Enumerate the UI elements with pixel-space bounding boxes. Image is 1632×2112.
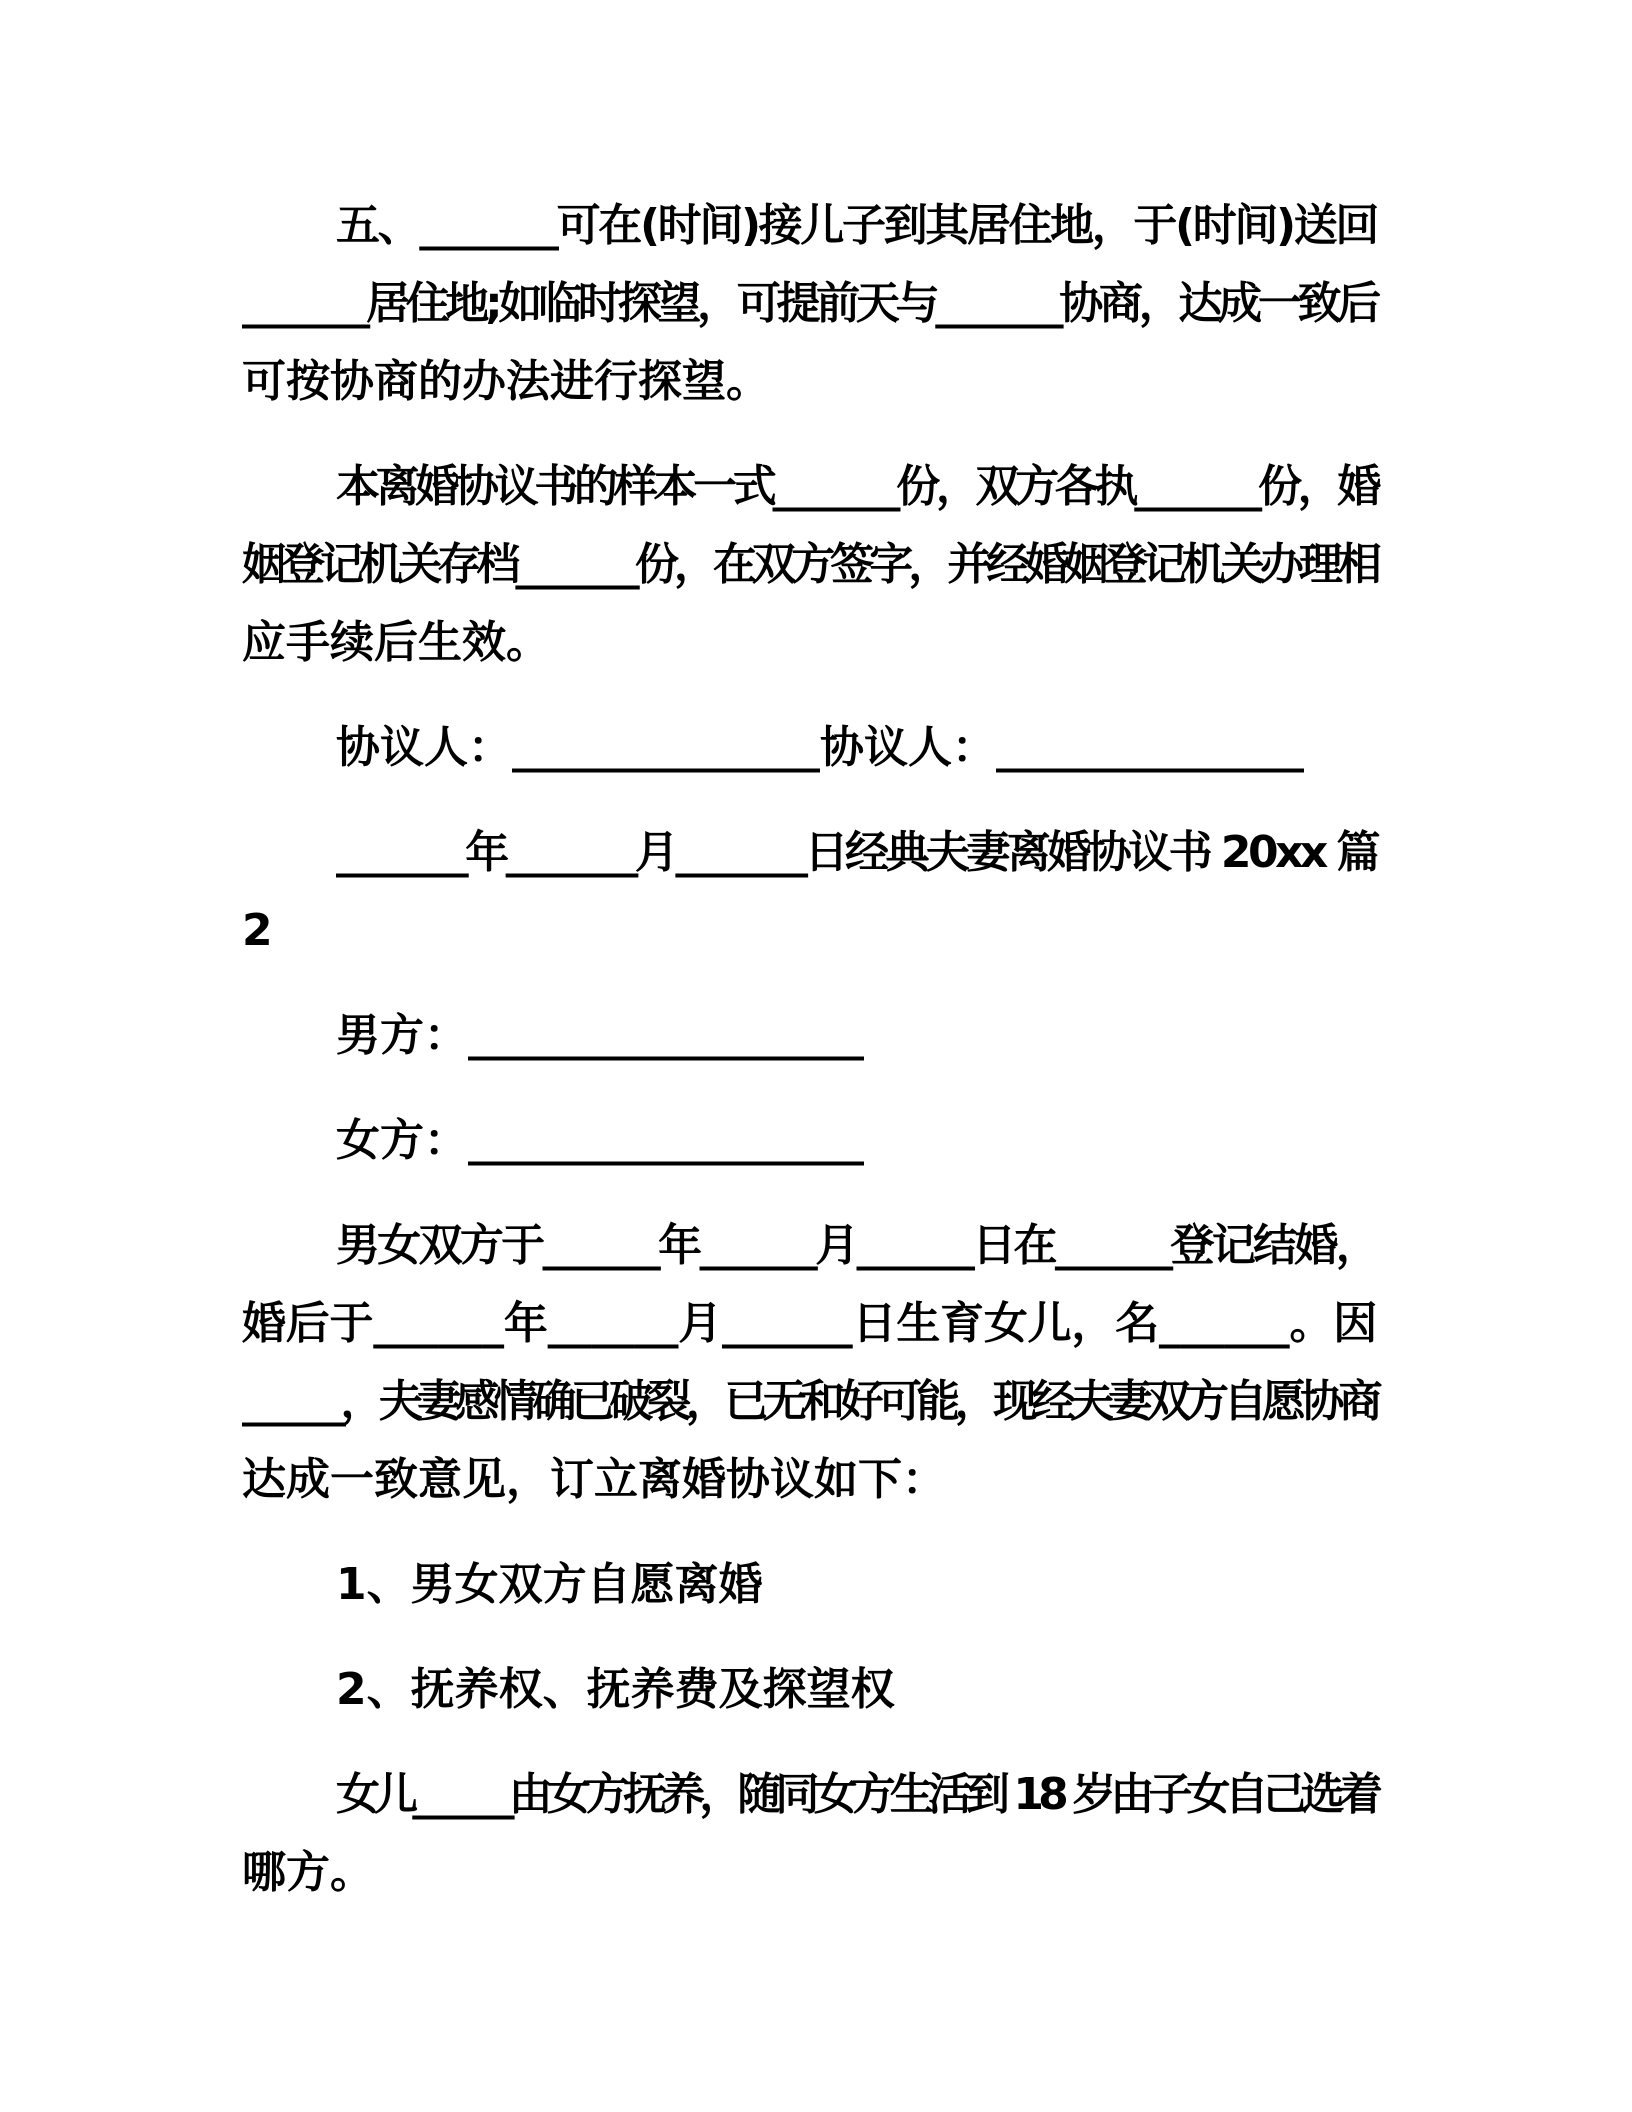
document-line [242,1756,1377,1834]
paragraph-wife-line [242,1102,1377,1180]
document-line [242,1207,1377,1285]
document-line-text: _______年_______月_______日经典夫妻离婚协议书 20xx 篇 [336,827,1377,878]
document-line-text: 1、男女双方自愿离婚 [336,1559,763,1610]
document-line [242,709,1377,787]
document-line [242,343,1377,421]
document-line-text: 本离婚协议书的样本一式_______份，双方各执_______份，婚 [336,461,1377,512]
document-line [242,1363,1377,1441]
document-line [242,604,1377,682]
document-line [242,187,1377,265]
document-line-text: 男女双方于______年______月______日在______登记结婚， [336,1220,1377,1271]
document-line [242,997,1377,1075]
document-line [242,265,1377,343]
paragraph-copies-and-effect-clause [242,448,1377,682]
document-line-text: 哪方。 [242,1847,374,1898]
document-line [242,526,1377,604]
document-line-text: 协议人：______________协议人：______________ [336,722,1304,773]
document-line-text: 2 [242,905,273,956]
document-line-text: ______，夫妻感情确已破裂，已无和好可能，现经夫妻双方自愿协商 [242,1376,1377,1427]
document-line-text: 可按协商的办法进行探望。 [242,356,770,407]
paragraph-date-line-and-part2-title [242,814,1377,970]
document-line [242,1834,1377,1912]
paragraph-clause-five-visitation [242,187,1377,421]
document-line-text: 五、_______可在(时间)接儿子到其居住地，于(时间)送回 [336,200,1377,251]
document-line-text: 男方：__________________ [336,1010,864,1061]
document-line [242,1285,1377,1363]
document-line [242,1651,1377,1729]
paragraph-item-2-custody-rights [242,1651,1377,1729]
paragraph-marriage-intro-paragraph [242,1207,1377,1519]
document-line-text: 女方：__________________ [336,1115,864,1166]
document-line-text: 2、抚养权、抚养费及探望权 [336,1664,895,1715]
document-line-text: 应手续后生效。 [242,617,550,668]
document-line [242,1102,1377,1180]
document-line [242,892,1377,970]
document-line-text: _______居住地;如临时探望，可提前天与_______协商，达成一致后 [242,278,1377,329]
document-line-text: 达成一致意见，订立离婚协议如下： [242,1454,946,1505]
paragraph-item-1-voluntary-divorce [242,1546,1377,1624]
paragraph-signatories-line [242,709,1377,787]
document-line [242,814,1377,892]
paragraph-daughter-custody-paragraph [242,1756,1377,1912]
document-line [242,448,1377,526]
document-line-text: 婚后于______年______月______日生育女儿，名______。因 [242,1298,1377,1349]
document-line-text: 女儿______由女方抚养，随同女方生活到 18 岁由子女自己选着 [336,1769,1377,1820]
document-line [242,1441,1377,1519]
document-line [242,1546,1377,1624]
paragraph-husband-line [242,997,1377,1075]
document-line-text: 姻登记机关存档_______份，在双方签字，并经婚姻登记机关办理相 [242,539,1377,590]
